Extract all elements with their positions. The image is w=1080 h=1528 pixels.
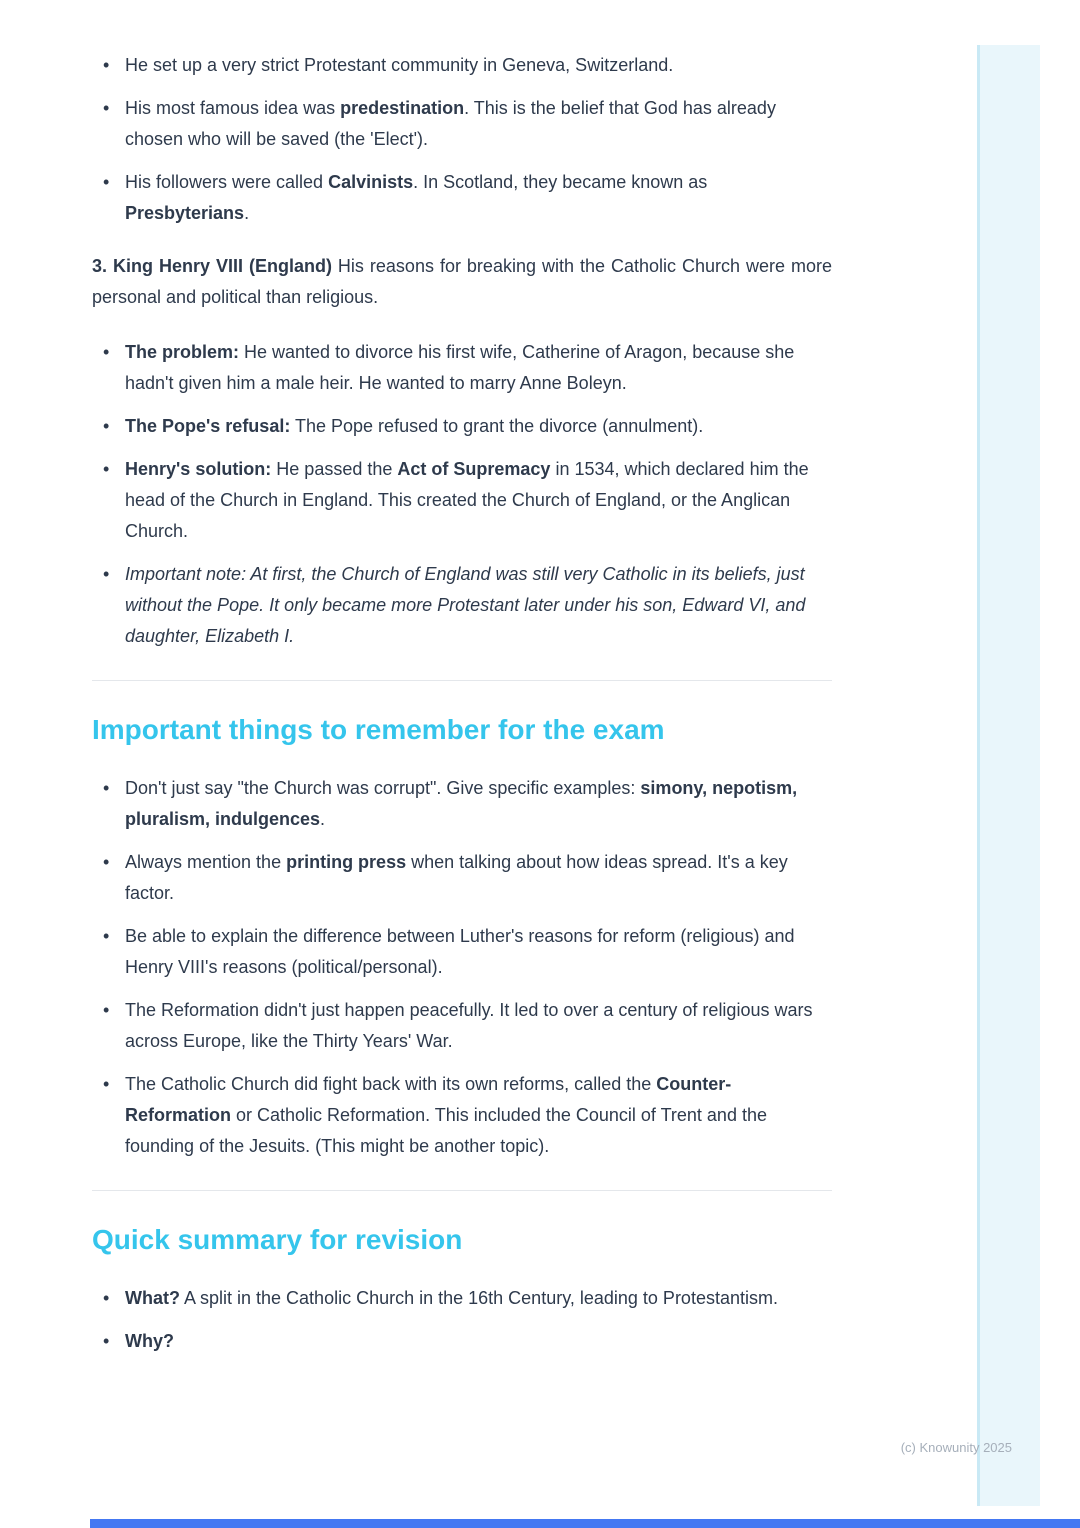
text-segment: Counter-Reformation — [125, 1074, 732, 1125]
text-segment: His most famous idea was — [125, 98, 341, 118]
list-item — [92, 995, 832, 1057]
text-segment: in 1534, which declared him the head of the Church in England. This created the Church of England, or the Anglican Church. — [125, 459, 809, 541]
text-segment: Always mention the — [125, 852, 287, 872]
summary-bullet-list — [92, 1283, 832, 1357]
text-segment: His reasons for breaking with the Catholic Church were more personal and political than religious. — [92, 256, 832, 307]
watermark: (c) Knowunity 2025 — [900, 1440, 1012, 1455]
list-item — [92, 1069, 832, 1162]
text-segment: Presbyterians — [125, 203, 245, 223]
henry-intro-paragraph — [92, 251, 832, 313]
text-segment: predestination — [340, 98, 465, 118]
list-item — [92, 921, 832, 983]
exam-bullet-list — [92, 773, 832, 1162]
calvin-bullet-list — [92, 50, 832, 229]
list-item — [92, 167, 832, 229]
list-item — [92, 337, 832, 399]
list-item — [92, 1283, 832, 1314]
text-segment: A split in the Catholic Church in the 16th Century, leading to Protestantism. — [179, 1288, 778, 1308]
text-segment: Don't just say "the Church was corrupt". Give specific examples: — [125, 778, 641, 798]
list-item — [92, 411, 832, 442]
text-segment: simony, nepotism, pluralism, indulgences — [125, 778, 798, 829]
list-item — [92, 93, 832, 155]
text-segment: 3. King Henry VIII (England) — [92, 256, 332, 276]
text-segment: Why? — [125, 1331, 174, 1351]
text-segment: The Pope refused to grant the divorce (annulment). — [290, 416, 704, 436]
text-segment: His followers were called — [125, 172, 329, 192]
text-segment: Act of Supremacy — [397, 459, 551, 479]
text-segment: when talking about how ideas spread. It's a key factor. — [125, 852, 788, 903]
text-segment: Calvinists — [328, 172, 414, 192]
bottom-accent-bar — [90, 1519, 1080, 1528]
text-segment: The Reformation didn't just happen peacefully. It led to over a century of religious wars across Europe, like the Thirty Years' War. — [125, 1000, 813, 1051]
henry-bullet-list — [92, 337, 832, 652]
text-segment: or Catholic Reformation. This included the Council of Trent and the founding of the Jesuits. (This might be another topic). — [125, 1105, 767, 1156]
text-segment: The Catholic Church did fight back with its own reforms, called the — [125, 1074, 657, 1094]
section-title-exam: Important things to remember for the exam — [92, 714, 665, 745]
text-segment: He set up a very strict Protestant community in Geneva, Switzerland. — [125, 55, 674, 75]
text-segment: Be able to explain the difference between Luther's reasons for reform (religious) and Henry VIII's reasons (political/personal). — [125, 926, 795, 977]
text-segment: Henry's solution: — [125, 459, 272, 479]
list-item — [92, 847, 832, 909]
text-segment: . In Scotland, they became known as — [413, 172, 708, 192]
notes-content — [92, 50, 832, 1379]
list-item — [92, 773, 832, 835]
text-segment: What? — [125, 1288, 180, 1308]
list-item — [92, 50, 832, 81]
text-segment: . — [244, 203, 250, 223]
text-segment: . This is the belief that God has already chosen who will be saved (the 'Elect'). — [125, 98, 776, 149]
section-title-summary: Quick summary for revision — [92, 1224, 463, 1255]
text-segment: He wanted to divorce his first wife, Catherine of Aragon, because she hadn't given him a male heir. He wanted to marry Anne Boleyn. — [125, 342, 795, 393]
text-segment: The problem: — [125, 342, 240, 362]
text-segment: The Pope's refusal: — [125, 416, 291, 436]
page-edge-decoration — [977, 45, 1040, 1506]
text-segment: . — [320, 809, 326, 829]
text-segment: Important note: At first, the Church of England was still very Catholic in its beliefs, just without the Pope. It only became more Protestant later under his son, Edward VI, and daughter, Elizabeth I. — [125, 564, 806, 646]
section-divider — [92, 1190, 832, 1191]
list-item — [92, 454, 832, 547]
text-segment: He passed the — [271, 459, 398, 479]
text-segment: printing press — [286, 852, 407, 872]
list-item — [92, 1326, 832, 1357]
section-divider — [92, 680, 832, 681]
list-item — [92, 559, 832, 652]
